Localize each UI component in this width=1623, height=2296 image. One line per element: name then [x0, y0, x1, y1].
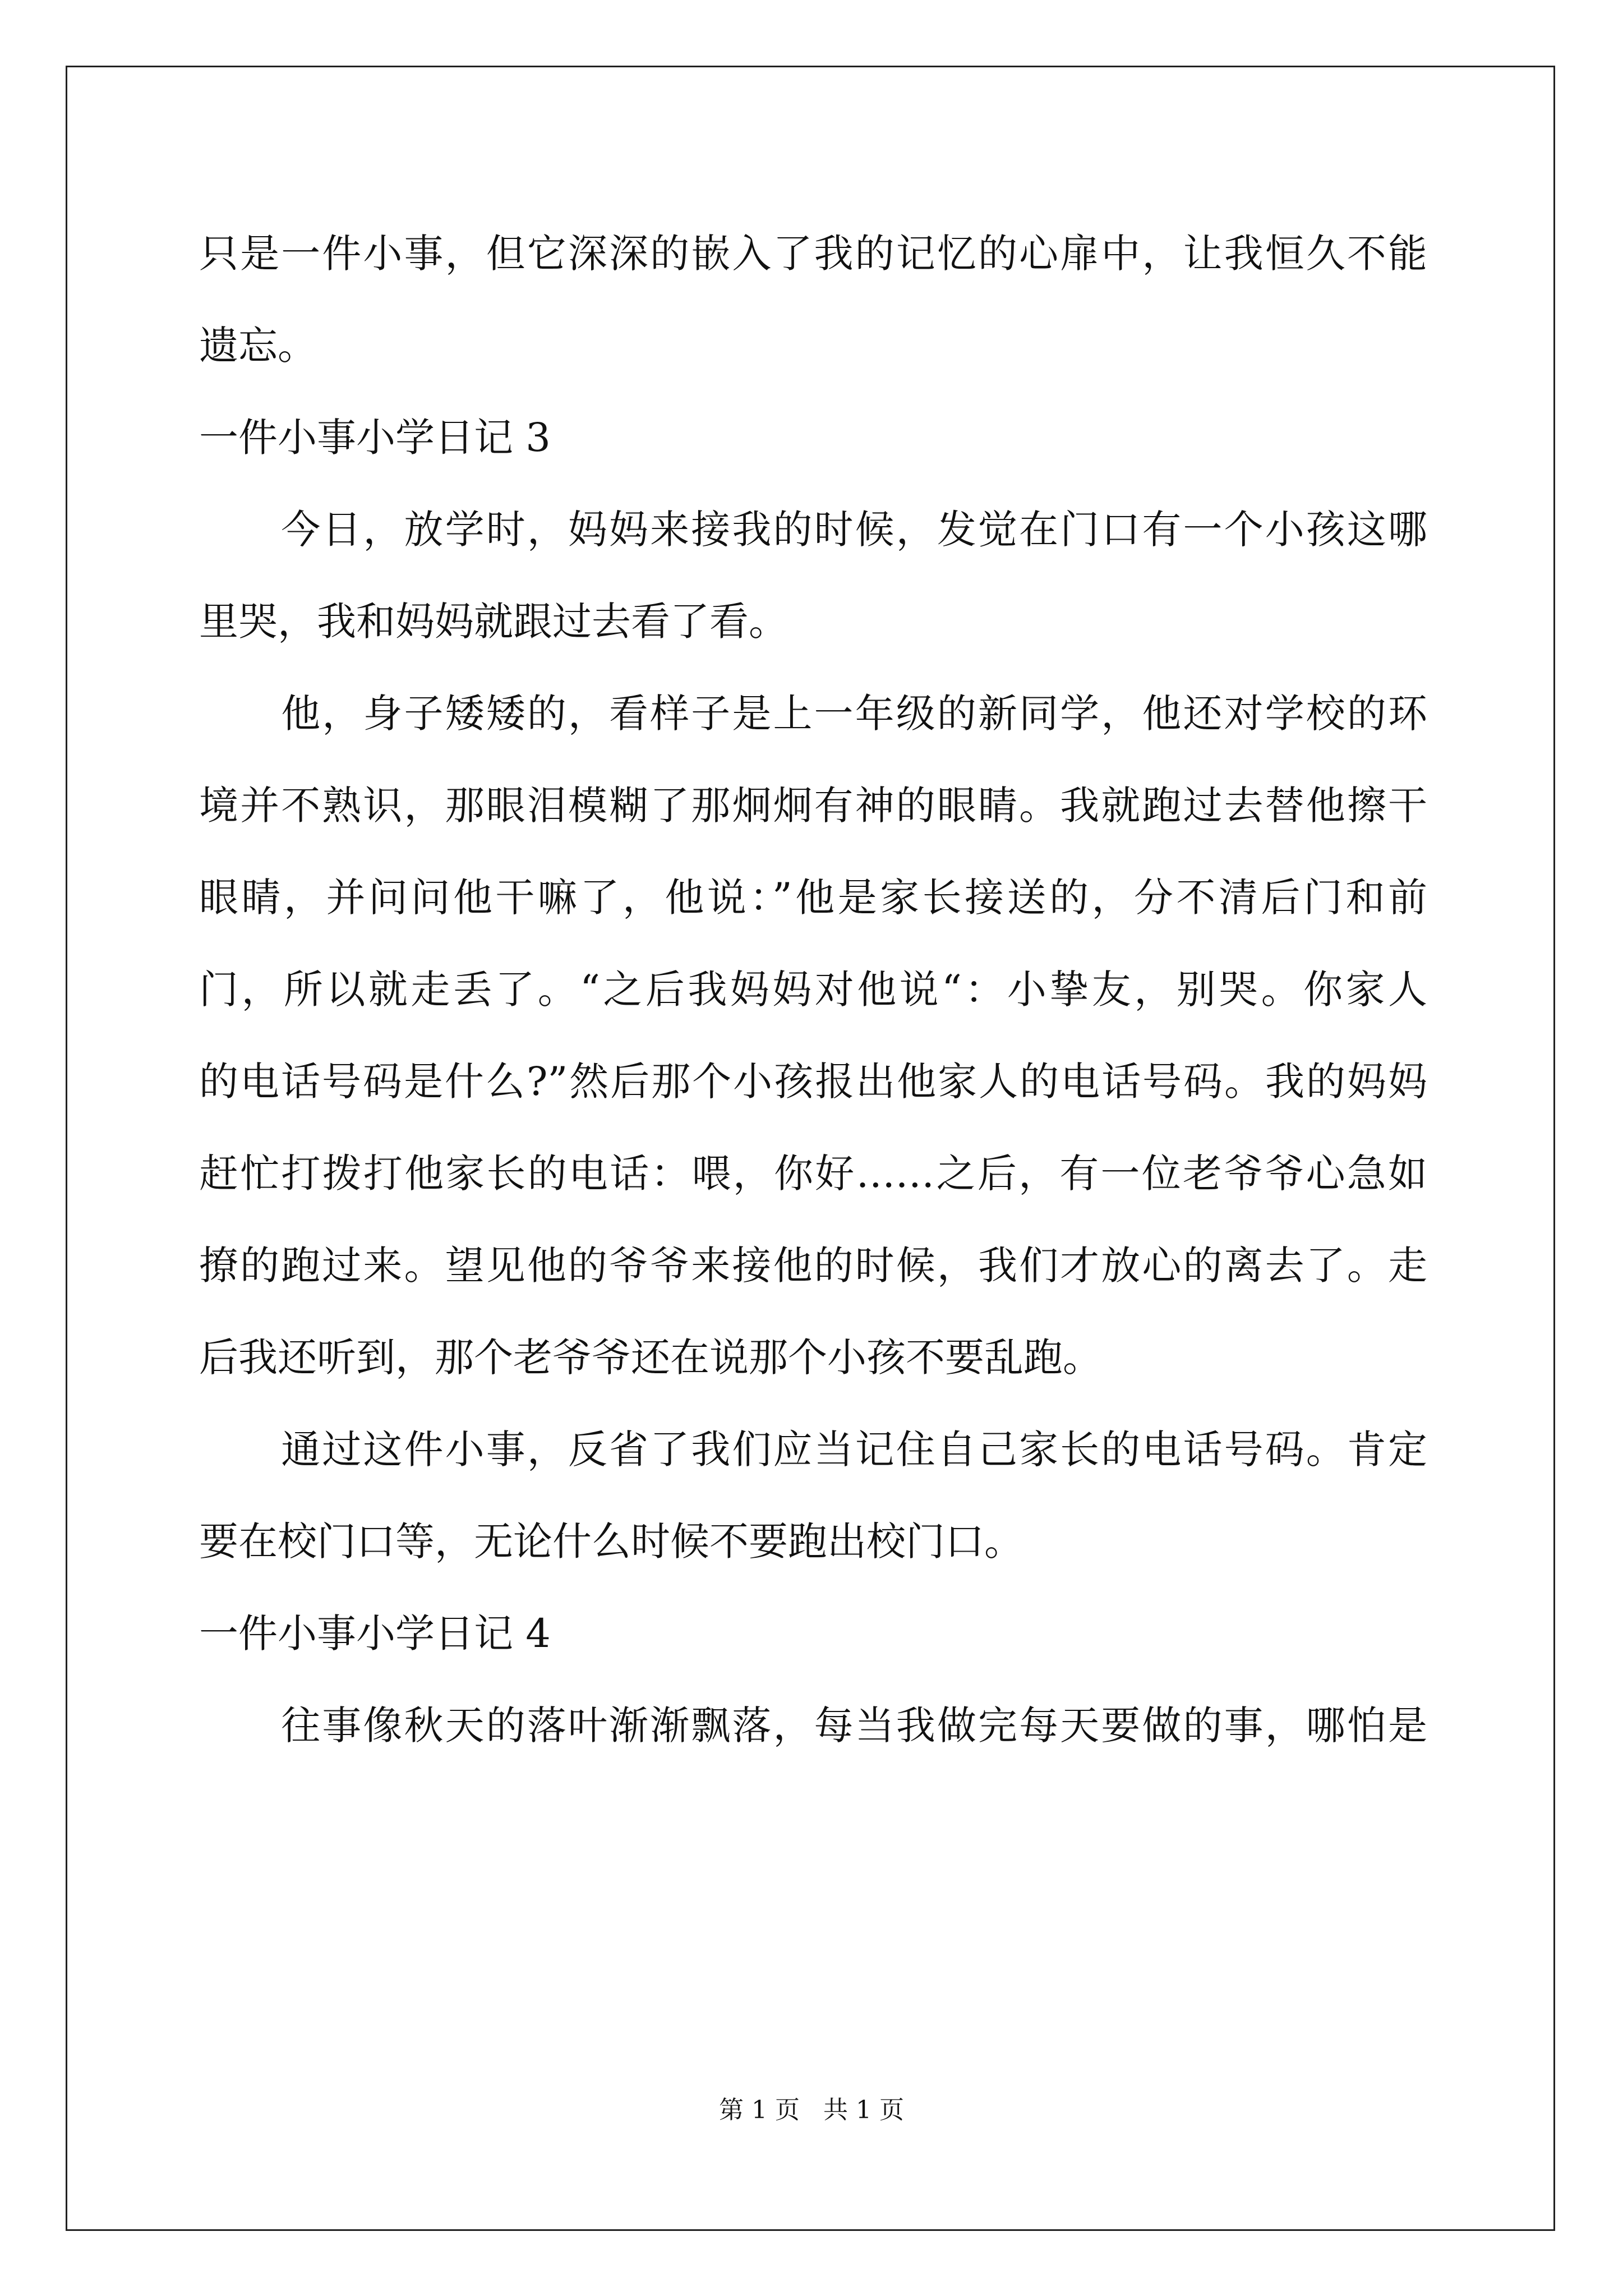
document-body	[199, 208, 1427, 1772]
text-line: 眼睛，并问问他干嘛了，他说：”他是家长接送的，分不清后门和前	[199, 875, 1427, 921]
text-line: 要在校门口等，无论什么时候不要跑出校门口。	[199, 1519, 1023, 1565]
section-heading: 一件小事小学日记 3	[199, 415, 551, 461]
text-line: 赶忙打拨打他家长的电话：喂，你好……之后，有一位老爷爷心急如	[199, 1151, 1427, 1197]
text-line: 他，身子矮矮的，看样子是上一年级的新同学，他还对学校的环	[199, 691, 1427, 737]
page-number: 第 1 页	[719, 2096, 800, 2124]
text-line: 门，所以就走丢了。“之后我妈妈对他说“：小挚友，别哭。你家人	[199, 967, 1427, 1013]
text-line: 境并不熟识，那眼泪模糊了那炯炯有神的眼睛。我就跑过去替他擦干	[199, 783, 1427, 829]
section-heading: 一件小事小学日记 4	[199, 1611, 551, 1657]
text-line: 的电话号码是什么?”然后那个小孩报出他家人的电话号码。我的妈妈	[199, 1059, 1427, 1105]
text-line: 遗忘。	[199, 323, 317, 369]
text-line: 今日，放学时，妈妈来接我的时候，发觉在门口有一个小孩这哪	[199, 507, 1427, 553]
page-footer	[0, 2095, 1623, 2126]
text-line: 只是一件小事，但它深深的嵌入了我的记忆的心扉中，让我恒久不能	[199, 231, 1427, 277]
text-line: 撩的跑过来。望见他的爷爷来接他的时候，我们才放心的离去了。走	[199, 1243, 1427, 1289]
text-line: 后我还听到，那个老爷爷还在说那个小孩不要乱跑。	[199, 1335, 1102, 1381]
text-line: 往事像秋天的落叶渐渐飘落，每当我做完每天要做的事，哪怕是	[199, 1703, 1427, 1749]
text-line: 里哭，我和妈妈就跟过去看了看。	[199, 599, 788, 645]
text-line: 通过这件小事，反省了我们应当记住自己家长的电话号码。肯定	[199, 1427, 1427, 1473]
page-total: 共 1 页	[823, 2096, 904, 2124]
